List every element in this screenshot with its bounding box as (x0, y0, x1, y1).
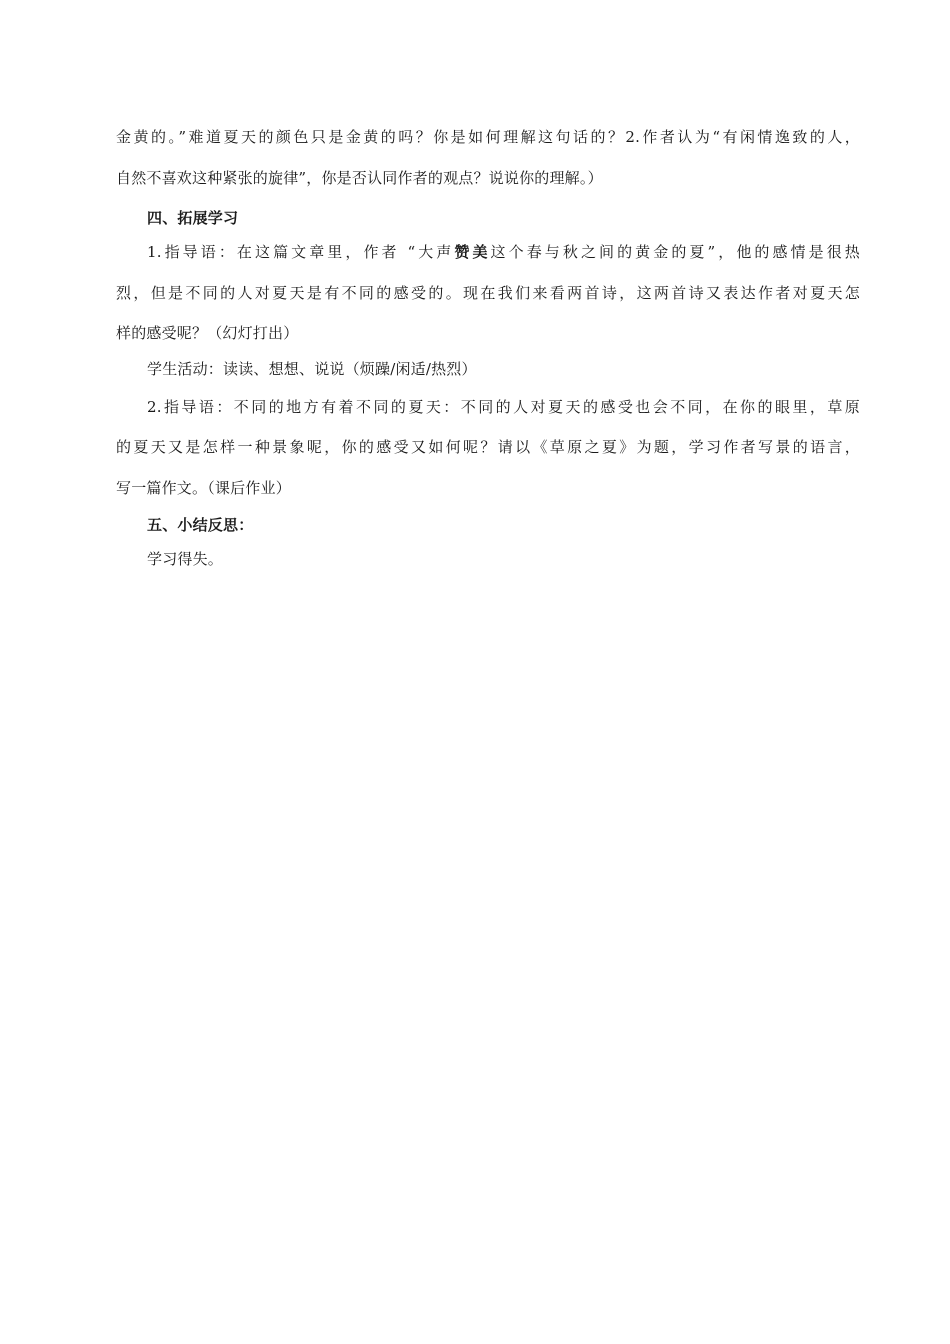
paragraph-line: 的夏天又是怎样一种景象呢，你的感受又如何呢？请以《草原之夏》为题，学习作者写景的语言， (116, 438, 860, 456)
section-heading-5: 五、小结反思： (147, 516, 254, 534)
paragraph-line (147, 242, 860, 262)
paragraph-line: 金黄的。”难道夏天的颜色只是金黄的吗？你是如何理解这句话的？2.作者认为“有闲情逸致的人， (116, 128, 860, 146)
paragraph-line: 学生活动：读读、想想、说说（烦躁/闲适/热烈） (147, 360, 477, 378)
bold-text-span: 赞美 (454, 243, 491, 261)
paragraph-line: 写一篇作文。（课后作业） (116, 479, 291, 497)
paragraph-line: 烈，但是不同的人对夏天是有不同的感受的。现在我们来看两首诗，这两首诗又表达作者对夏天怎 (116, 284, 860, 302)
paragraph-line: 自然不喜欢这种紧张的旋律”，你是否认同作者的观点？说说你的理解。） (116, 169, 603, 187)
paragraph-line: 2.指导语：不同的地方有着不同的夏天：不同的人对夏天的感受也会不同，在你的眼里，草原 (147, 398, 860, 416)
text-span: 这个春与秋之间的黄金的夏”，他的感情是很热 (490, 243, 860, 261)
paragraph-line: 学习得失。 (147, 550, 224, 568)
section-heading-4: 四、拓展学习 (147, 209, 239, 227)
paragraph-line: 样的感受呢？（幻灯打出） (116, 324, 299, 342)
text-span: 1.指导语：在这篇文章里，作者 “大声 (147, 243, 455, 261)
